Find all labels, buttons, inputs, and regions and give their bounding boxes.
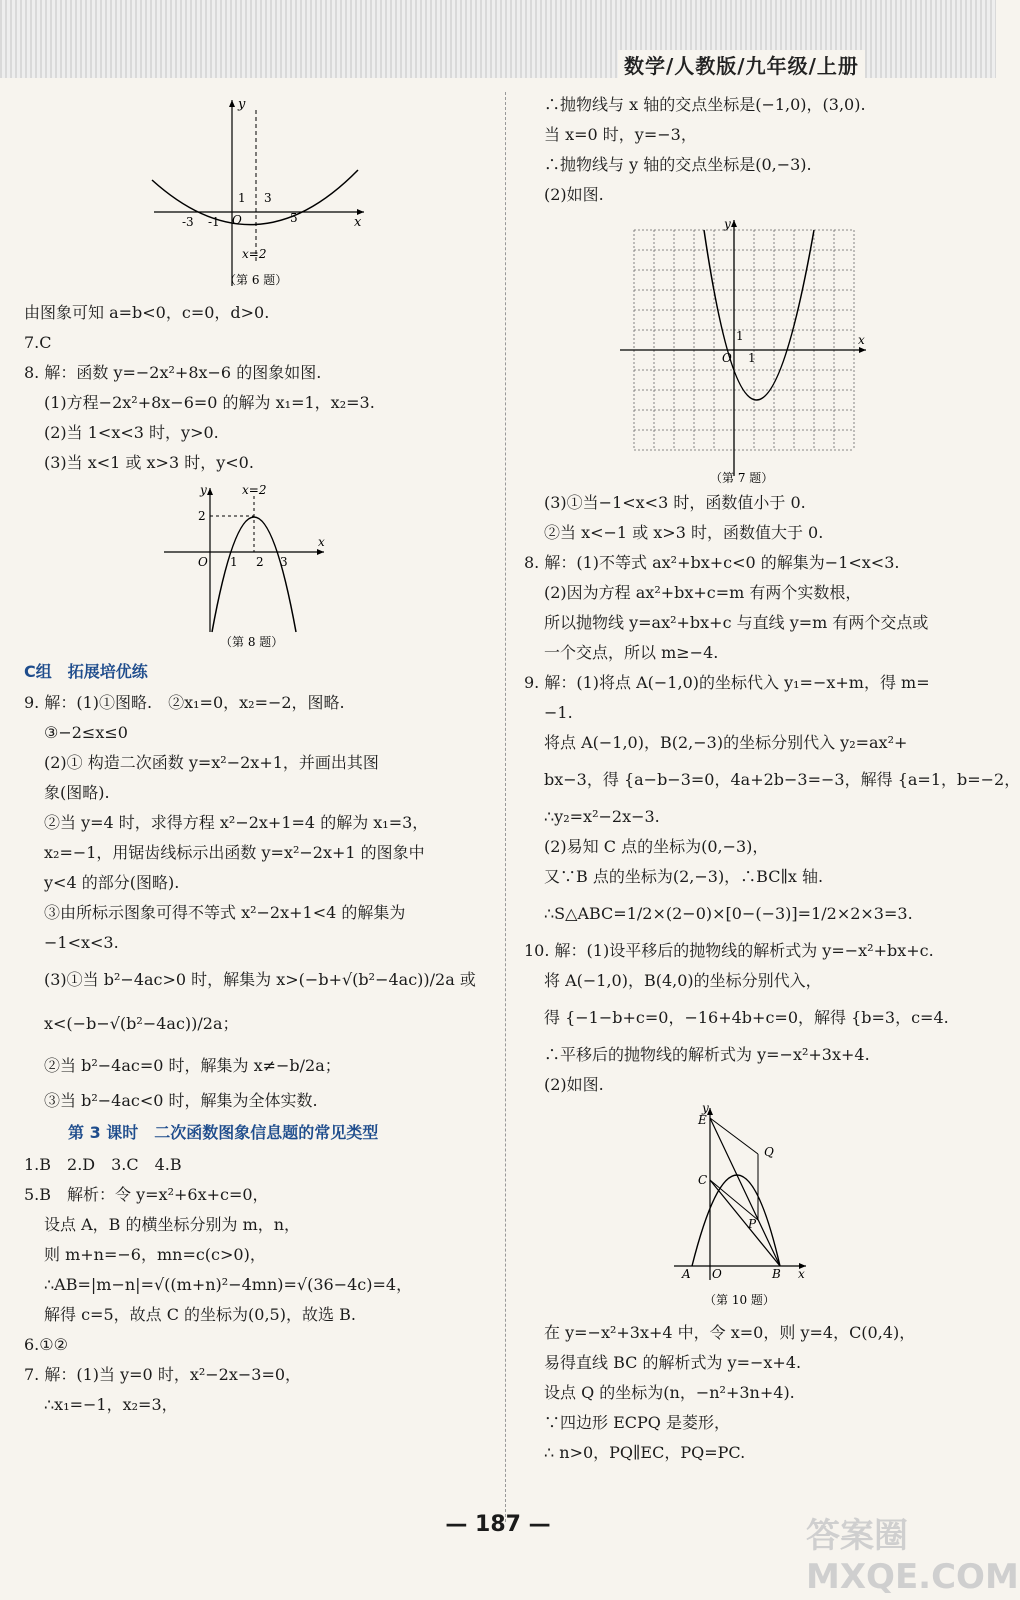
fig10-label: E xyxy=(698,1113,707,1127)
text-line: ③由所标示图象可得不等式 x²−2x+1<4 的解集为 xyxy=(44,903,406,922)
fig6-origin: O xyxy=(232,213,242,227)
text-line: 又∵B 点的坐标为(2,−3)，∴BC∥x 轴. xyxy=(544,867,824,886)
fig7-tick: 1 xyxy=(736,329,744,343)
text-line: 由图象可知 a=b<0，c=0，d>0. xyxy=(24,303,270,322)
fig7-tick: 1 xyxy=(748,351,756,365)
text-line: ∴S△ABC=1/2×(2−0)×[0−(−3)]=1/2×2×3=3. xyxy=(544,904,913,923)
page-number: — 187 — xyxy=(445,1512,551,1537)
figure-6 xyxy=(24,94,486,294)
text-line: ∵四边形 ECPQ 是菱形， xyxy=(544,1413,730,1432)
text-line: 设点 Q 的坐标为(n，−n²+3n+4). xyxy=(544,1383,795,1402)
header-title: 数学/人教版/九年级/上册 xyxy=(618,50,865,79)
text-line: (2)易知 C 点的坐标为(0,−3)， xyxy=(544,837,769,856)
figure-8 xyxy=(24,482,486,652)
fig10-label: y xyxy=(702,1101,709,1115)
text-line: (2)因为方程 ax²+bx+c=m 有两个实数根， xyxy=(544,583,862,602)
fig8-caption: （第 8 题） xyxy=(220,635,284,649)
fig10-caption: （第 10 题） xyxy=(704,1293,775,1307)
text-line: ∴抛物线与 x 轴的交点坐标是(−1,0)，(3,0). xyxy=(544,95,866,114)
text-line: (2)当 1<x<3 时，y>0. xyxy=(44,423,219,442)
fig7-x-label: x xyxy=(858,333,865,347)
fig6-x-label: x xyxy=(354,215,362,230)
answer-line: 10. 解：(1)设平移后的抛物线的解析式为 y=−x²+bx+c. xyxy=(524,941,934,960)
text-line: ③当 b²−4ac<0 时，解集为全体实数. xyxy=(44,1091,318,1110)
fig6-caption: （第 6 题） xyxy=(224,273,288,287)
text-line: ②当 y=4 时，求得方程 x²−2x+1=4 的解为 x₁=3， xyxy=(44,813,429,832)
fig10-label: P xyxy=(748,1217,757,1231)
fig6-tick: 3 xyxy=(264,191,272,205)
fig6-tick: 1 xyxy=(238,191,246,205)
answer-line: 8. 解：函数 y=−2x²+8x−6 的图象如图. xyxy=(24,363,322,382)
fig6-tick: -3 xyxy=(182,215,194,229)
fig8-top-label: x=2 xyxy=(242,483,267,497)
text-line: ∴ n>0，PQ∥EC，PQ=PC. xyxy=(544,1443,746,1462)
text-line: ∴x₁=−1，x₂=3， xyxy=(44,1395,178,1414)
answer-line: 5.B 解析：令 y=x²+6x+c=0， xyxy=(24,1185,269,1204)
text-line: −1<x<3. xyxy=(44,933,119,952)
fig6-tick: -1 xyxy=(208,215,220,229)
text-line: 得 {−1−b+c=0，−16+4b+c=0，解得 {b=3，c=4. xyxy=(544,1008,949,1027)
figure-7-graph xyxy=(524,214,986,484)
fig6-tick: 5 xyxy=(290,211,298,225)
text-line: ②当 x<−1 或 x>3 时，函数值大于 0. xyxy=(544,523,824,542)
lesson-title: 第 3 课时 二次函数图象信息题的常见类型 xyxy=(68,1123,379,1142)
text-line: ②当 b²−4ac=0 时，解集为 x≠−b/2a； xyxy=(44,1056,341,1075)
fig10-label: A xyxy=(682,1267,691,1281)
fig8-tick: 1 xyxy=(230,555,238,569)
text-line: −1. xyxy=(544,703,573,722)
fig10-label: C xyxy=(698,1173,708,1187)
text-line: ∴y₂=x²−2x−3. xyxy=(544,807,660,826)
text-line: 象(图略). xyxy=(44,783,110,802)
answer-line: 9. 解：(1)将点 A(−1,0)的坐标代入 y₁=−x+m，得 m= xyxy=(524,673,930,692)
text-line: 将 A(−1,0)，B(4,0)的坐标分别代入， xyxy=(544,971,822,990)
text-line: 一个交点，所以 m≥−4. xyxy=(544,643,719,662)
fig6-y-label: y xyxy=(238,97,246,112)
text-line: (3)当 x<1 或 x>3 时，y<0. xyxy=(44,453,254,472)
fig10-label: B xyxy=(772,1267,781,1281)
left-column xyxy=(24,90,486,1420)
fig7-caption: （第 7 题） xyxy=(710,471,774,485)
text-line: x<(−b−√(b²−4ac))/2a； xyxy=(44,1014,239,1033)
text-line: (1)方程−2x²+8x−6=0 的解为 x₁=1，x₂=3. xyxy=(44,393,375,412)
answer-line: 7.C xyxy=(24,333,52,352)
right-column xyxy=(524,90,1020,1468)
text-line: y<4 的部分(图略). xyxy=(44,873,180,892)
text-line: 当 x=0 时，y=−3， xyxy=(544,125,697,144)
text-line: 在 y=−x²+3x+4 中，令 x=0，则 y=4，C(0,4)， xyxy=(544,1323,916,1342)
fig8-tick: 3 xyxy=(280,555,288,569)
text-line: ③−2≤x≤0 xyxy=(44,723,128,742)
text-line: 设点 A，B 的横坐标分别为 m，n， xyxy=(44,1215,301,1234)
text-line: (2)① 构造二次函数 y=x²−2x+1，并画出其图 xyxy=(44,753,379,772)
text-line: (2)如图. xyxy=(544,1075,604,1094)
fig6-axis-label: x=2 xyxy=(242,247,267,261)
text-line: ∴抛物线与 y 轴的交点坐标是(0,−3). xyxy=(544,155,812,174)
fig8-x-label: x xyxy=(318,535,325,549)
fig10-label: Q xyxy=(764,1145,774,1159)
column-divider xyxy=(505,92,506,1522)
fig8-tick: 2 xyxy=(256,555,264,569)
figure-10-graph xyxy=(524,1101,986,1314)
fig10-label: O xyxy=(712,1267,722,1281)
text-line: ∴平移后的抛物线的解析式为 y=−x²+3x+4. xyxy=(544,1045,870,1064)
fig7-y-label: y xyxy=(724,217,731,231)
text-line: 易得直线 BC 的解析式为 y=−x+4. xyxy=(544,1353,802,1372)
figure-7 xyxy=(524,214,986,484)
answer-line: 1.B 2.D 3.C 4.B xyxy=(24,1155,182,1174)
text-line: bx−3，得 {a−b−3=0，4a+2b−3=−3，解得 {a=1，b=−2， xyxy=(544,770,1020,789)
fig8-y-label: y xyxy=(200,483,207,497)
answer-line: 7. 解：(1)当 y=0 时，x²−2x−3=0， xyxy=(24,1365,302,1384)
answer-line: 9. 解：(1)①图略. ②x₁=0，x₂=−2，图略. xyxy=(24,693,345,712)
text-line: 则 m+n=−6，mn=c(c>0)， xyxy=(44,1245,266,1264)
text-line: (2)如图. xyxy=(544,185,604,204)
text-line: x₂=−1，用锯齿线标示出函数 y=x²−2x+1 的图象中 xyxy=(44,843,425,862)
figure-10 xyxy=(524,1101,986,1314)
fig8-origin: O xyxy=(198,555,208,569)
watermark: 答案圈 MXQE.COM xyxy=(806,1516,1019,1597)
text-line: (3)①当 b²−4ac>0 时，解集为 x>(−b+√(b²−4ac))/2a 或 xyxy=(44,970,476,989)
text-line: (3)①当−1<x<3 时，函数值小于 0. xyxy=(544,493,806,512)
figure-8-graph xyxy=(24,482,486,652)
fig8-y-value: 2 xyxy=(198,509,206,523)
text-line: ∴AB=|m−n|=√((m+n)²−4mn)=√(36−4c)=4， xyxy=(44,1275,413,1294)
text-line: 将点 A(−1,0)，B(2,−3)的坐标分别代入 y₂=ax²+ xyxy=(544,733,908,752)
figure-6-graph xyxy=(24,94,486,294)
text-line: 解得 c=5，故点 C 的坐标为(0,5)，故选 B. xyxy=(44,1305,356,1324)
answer-line: 8. 解：(1)不等式 ax²+bx+c<0 的解集为−1<x<3. xyxy=(524,553,900,572)
text-line: 所以抛物线 y=ax²+bx+c 与直线 y=m 有两个交点或 xyxy=(544,613,929,632)
section-heading: C组 拓展培优练 xyxy=(24,662,148,681)
fig7-origin: O xyxy=(722,351,732,365)
answer-line: 6.①② xyxy=(24,1335,68,1354)
fig10-label: x xyxy=(798,1267,805,1281)
